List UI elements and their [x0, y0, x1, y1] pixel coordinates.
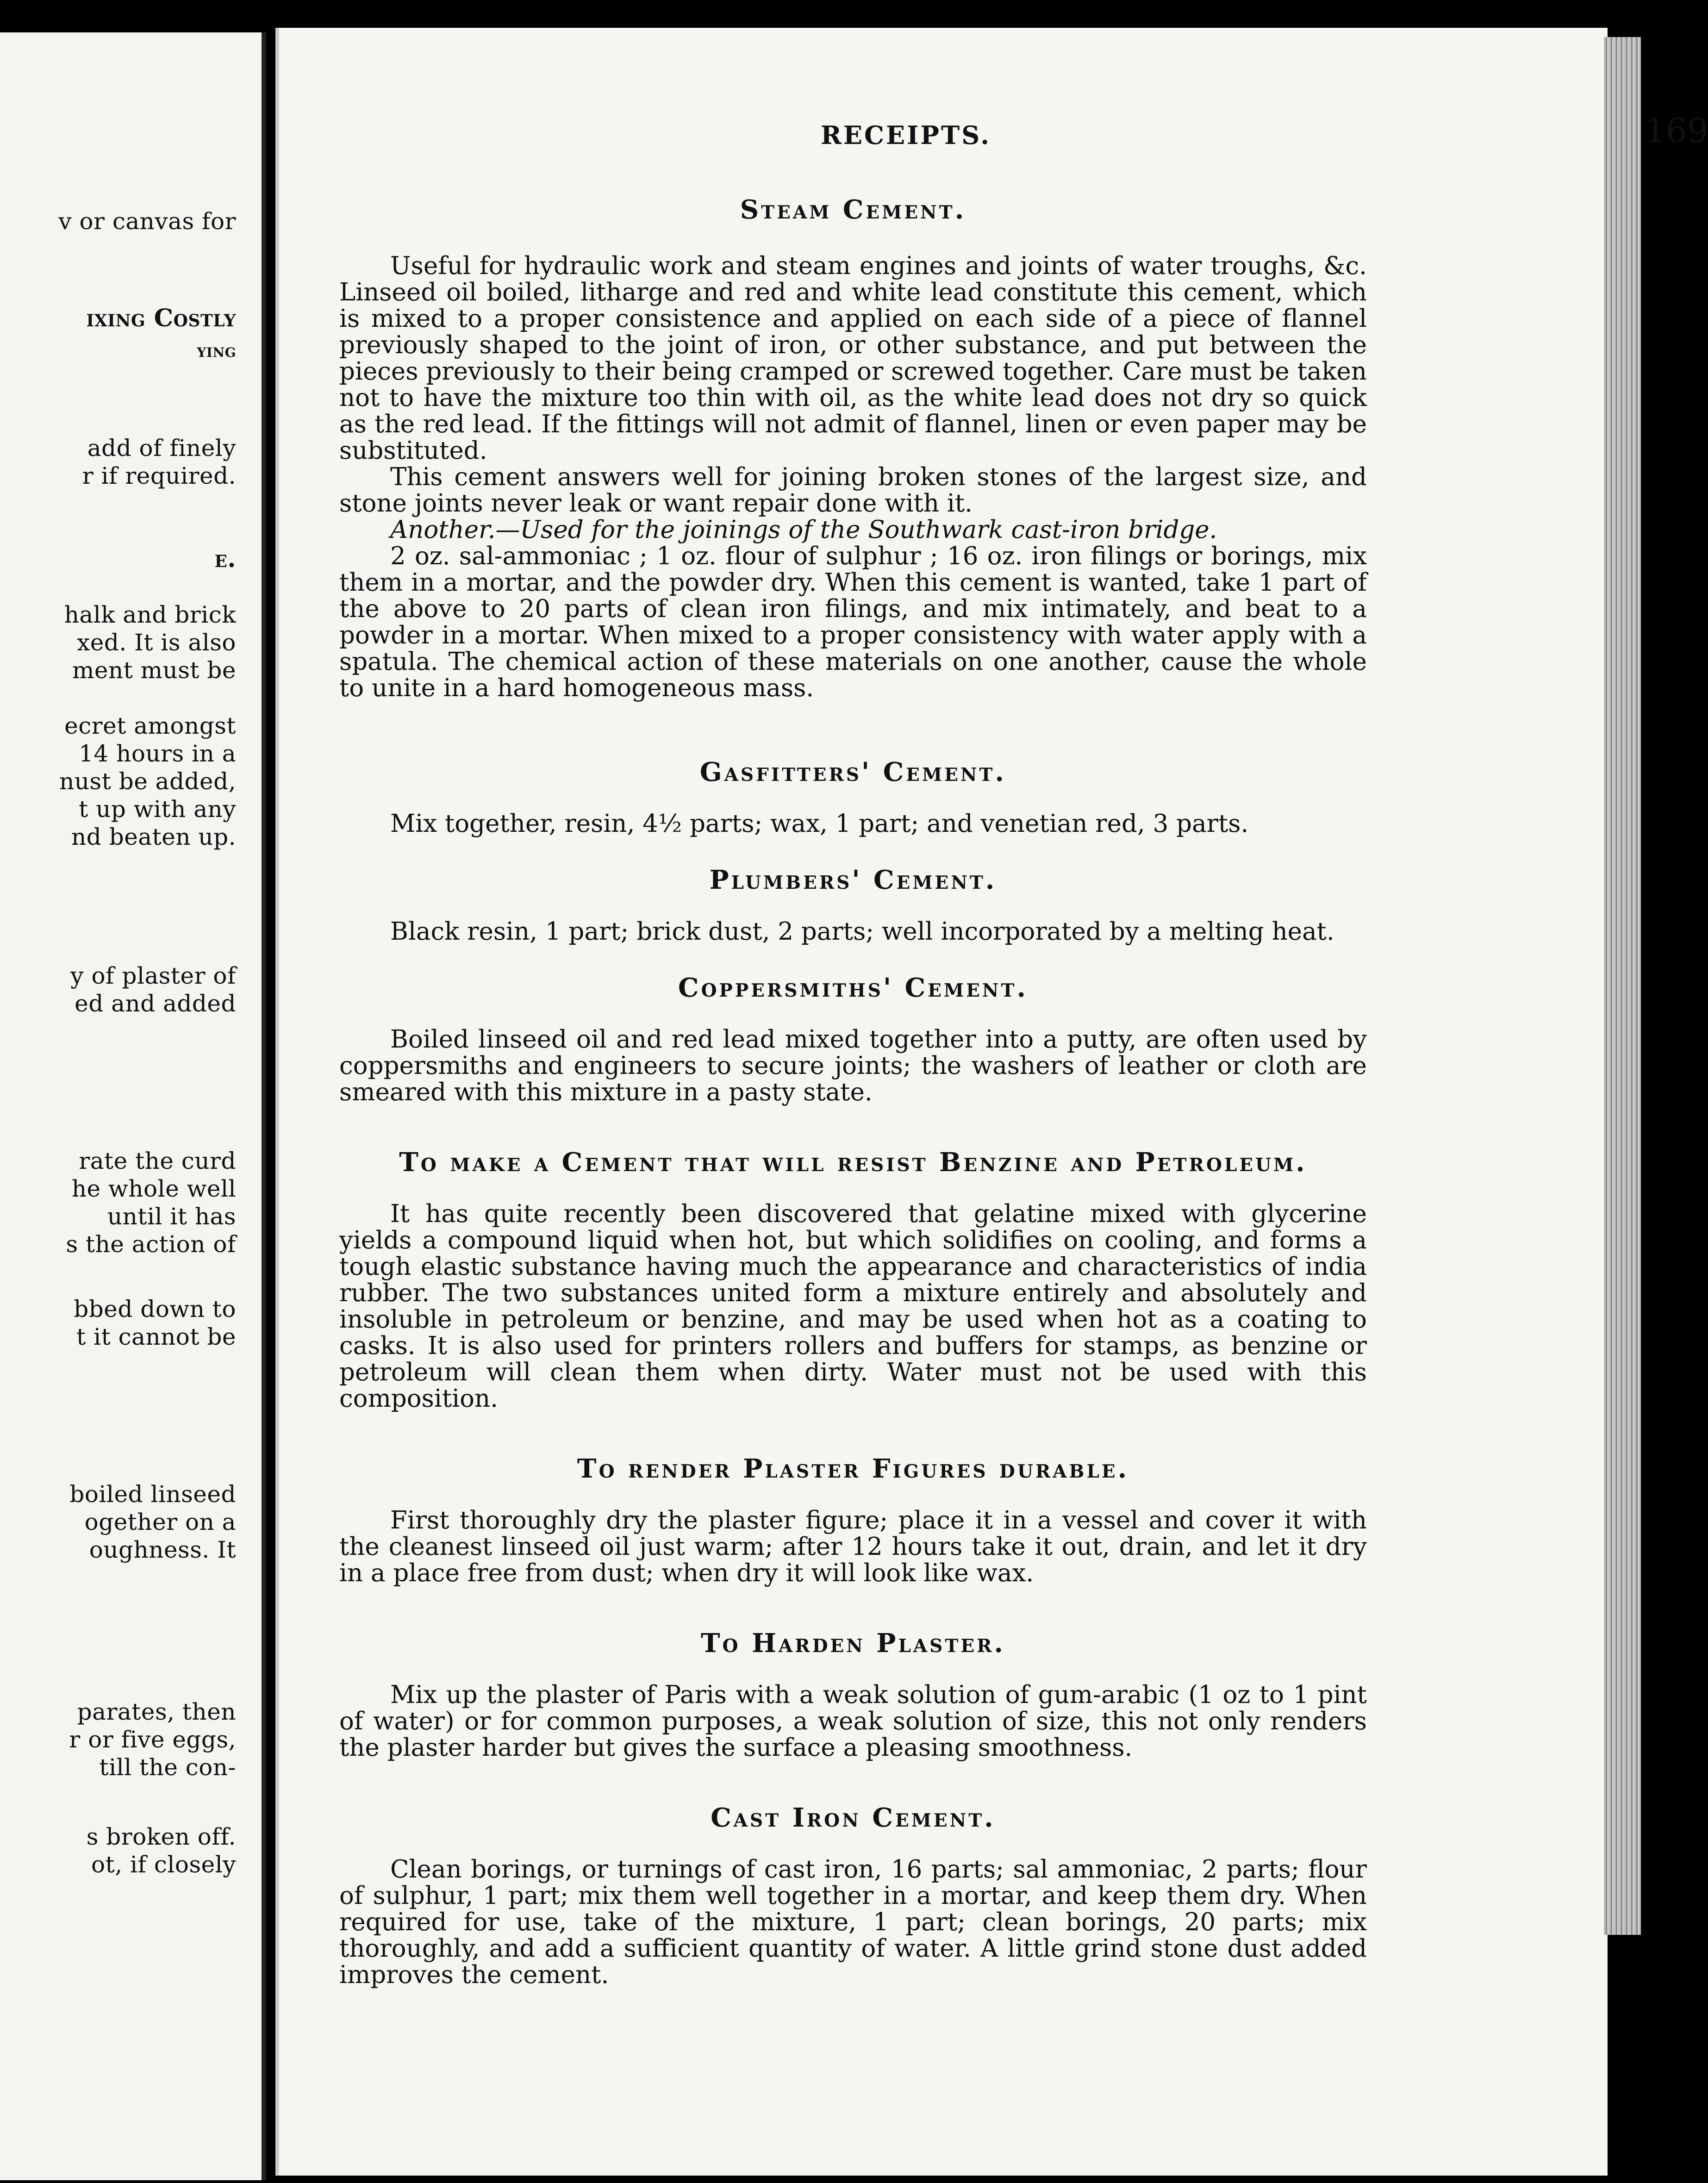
left-page-line: y of plaster of [70, 962, 236, 989]
section-benzine-cement [339, 1147, 1367, 1412]
left-page-line: nust be added, [59, 768, 236, 795]
page-body [339, 194, 1367, 1988]
left-page-line: ecret amongst [64, 712, 236, 739]
paragraph: Useful for hydraulic work and steam engines and joints of water troughs, &c. Linseed oil boiled, litharge and red and white lead constitute this cement, which is mixed to a proper consistence and applied on each side of a piece of flannel previously shaped to the joint of iron, or other substance, and put between the pieces previously to their being cramped or screwed together. Care must be taken not to have the mixture too thin with oil, as the white lead does not dry so quick as the red lead. If the fittings will not admit of flannel, linen or even paper may be substituted. [339, 252, 1367, 465]
paragraph: Another.—Used for the joinings of the Southwark cast-iron bridge. [390, 516, 1217, 544]
paragraph: Boiled linseed oil and red lead mixed together into a putty, are often used by coppersmiths and engineers to secure joints; the washers of leather or cloth are smeared with this mixture in a pasty state. [339, 1025, 1367, 1106]
left-page-line: ment must be [72, 657, 236, 684]
section-title: To make a Cement that will resist Benzine and Petroleum. [399, 1147, 1307, 1178]
left-page-line: e. [214, 545, 236, 573]
section-steam-cement [339, 194, 1367, 701]
paragraph: Mix together, resin, 4½ parts; wax, 1 part; and venetian red, 3 parts. [390, 810, 1249, 838]
left-page-line: t up with any [79, 796, 236, 823]
page-edges [1604, 37, 1641, 1935]
right-page [275, 28, 1708, 2176]
running-head: RECEIPTS. [821, 120, 991, 150]
section-harden-plaster [339, 1628, 1367, 1761]
section-plaster-figures [339, 1453, 1367, 1586]
left-page-line: nd beaten up. [71, 823, 236, 850]
left-page-line: boiled linseed [69, 1481, 236, 1508]
left-page-line: till the con- [99, 1754, 236, 1781]
page-number: 169 [1645, 111, 1708, 150]
section-plumbers-cement [339, 865, 1367, 945]
left-page-line: r or five eggs, [69, 1726, 236, 1753]
paragraph: Black resin, 1 part; brick dust, 2 parts; well incorporated by a melting heat. [390, 917, 1334, 946]
section-coppersmiths-cement [339, 973, 1367, 1105]
section-title: To render Plaster Figures durable. [577, 1453, 1129, 1484]
paragraph: It has quite recently been discovered that gelatine mixed with glycerine yields a compound liquid when hot, but which solidifies on cooling, and forms a tough elastic substance having much the appearance and characteristics of india rubber. The two substances united form a mixture entirely and absolutely and insoluble in petroleum or benzine, and may be used when hot as a coating to casks. It is also used for printers rollers and buffers for stamps, as benzine or petroleum will clean them when dirty. Water must not be used with this composition. [339, 1200, 1367, 1413]
paragraph: First thoroughly dry the plaster figure; place it in a vessel and cover it with the cleanest linseed oil just warm; after 12 hours take it out, drain, and let it dry in a place free from dust; when dry it will look like wax. [339, 1506, 1367, 1587]
left-page-line: r if required. [82, 462, 236, 489]
paragraph: 2 oz. sal-ammoniac ; 1 oz. flour of sulphur ; 16 oz. iron filings or borings, mix them in a mortar, and the powder dry. When this cement is wanted, take 1 part of the above to 20 parts of clean iron filings, and mix intimately, and beat to a powder in a mortar. When mixed to a proper consistency with water apply with a spatula. The chemical action of these materials on one another, cause the whole to unite in a hard homogeneous mass. [339, 542, 1367, 702]
left-page-line: ying [197, 340, 236, 362]
paragraph: Clean borings, or turnings of cast iron, 16 parts; sal ammoniac, 2 parts; flour of sulphur, 1 part; mix them well together in a mortar, and keep them dry. When required for use, take of the mixture, 1 part; clean borings, 20 parts; mix thoroughly, and add a sufficient quantity of water. A little grind stone dust added improves the cement. [339, 1855, 1367, 1989]
left-page-line: xed. It is also [77, 629, 236, 656]
left-page-line: halk and brick [64, 601, 236, 628]
left-page-line: v or canvas for [58, 208, 236, 235]
left-page-line: ogether on a [84, 1509, 236, 1535]
left-page-line: parates, then [77, 1698, 236, 1725]
section-title: Cast Iron Cement. [711, 1803, 996, 1833]
section-title: Plumbers' Cement. [709, 865, 997, 895]
left-page-line: bbed down to [74, 1296, 236, 1322]
section-title: To Harden Plaster. [700, 1628, 1006, 1659]
left-page-line: ot, if closely [91, 1851, 236, 1878]
section-title: Steam Cement. [740, 194, 966, 225]
left-page-line: until it has [107, 1203, 236, 1230]
left-page-line: rate the curd [79, 1148, 236, 1174]
paragraph: This cement answers well for joining broken stones of the largest size, and stone joints never leak or want repair done with it. [339, 463, 1367, 518]
left-page-fragment [0, 32, 266, 2180]
left-page-line: he whole well [71, 1175, 236, 1202]
left-page-line: oughness. It [89, 1536, 236, 1563]
left-page-line: s broken off. [86, 1823, 236, 1850]
section-title: Coppersmiths' Cement. [678, 973, 1028, 1003]
section-cast-iron-cement [339, 1803, 1367, 1988]
section-title: Gasfitters' Cement. [699, 757, 1007, 787]
left-page-line: t it cannot be [76, 1323, 236, 1350]
left-page-line: ixing Costly [86, 304, 236, 332]
section-gasfitters-cement [339, 757, 1367, 837]
paragraph: Mix up the plaster of Paris with a weak solution of gum-arabic (1 oz to 1 pint of water) or for common purposes, a weak solution of size, this not only renders the plaster harder but gives the surface a pleasing smoothness. [339, 1681, 1367, 1762]
left-page-line: s the action of [66, 1231, 236, 1258]
left-page-line: 14 hours in a [79, 740, 236, 767]
left-page-line: ed and added [75, 990, 236, 1017]
left-page-line: add of finely [87, 435, 236, 462]
